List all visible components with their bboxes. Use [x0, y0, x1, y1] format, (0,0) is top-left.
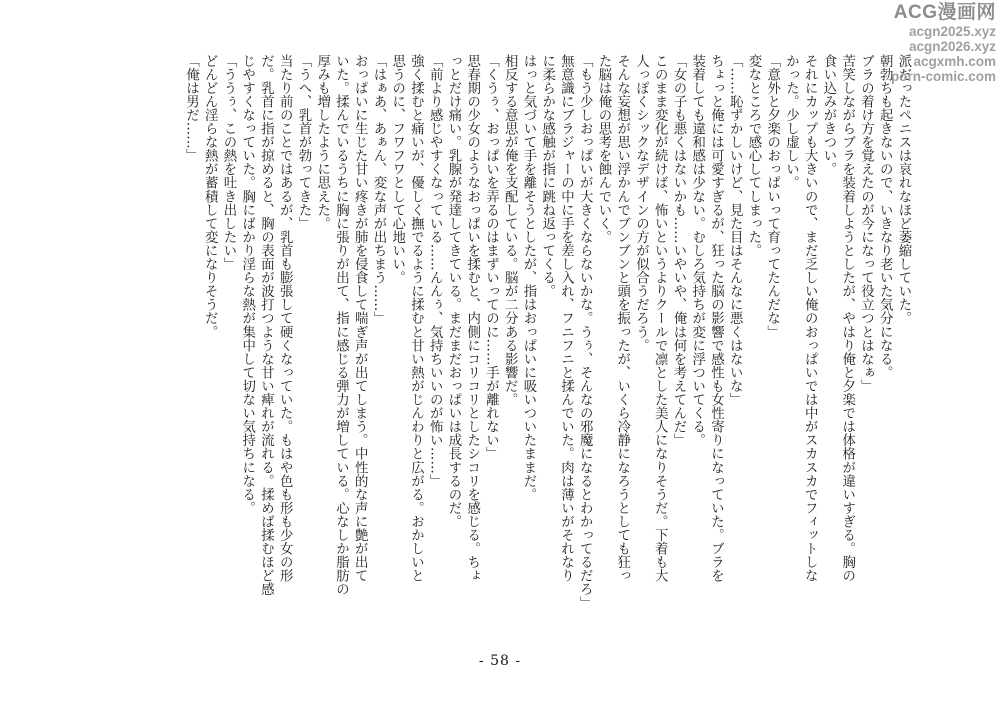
text-line: 人っぽくシックなデザインの方が似合うだろう。: [633, 54, 649, 353]
site-watermark: [858, 2, 996, 84]
watermark-url: acgn2026.xyz: [908, 39, 996, 54]
text-line: 思春期の少女のようなおっぱいを揉むと、内側にコリコリとしたシコリを感じる。ちょ: [464, 54, 480, 583]
text-line: 「前より感じやすくなっている……んんぅ、気持ちいいのが怖い……」: [427, 54, 443, 488]
text-line: 装着しても違和感は少ない。むしろ気持ちが変に浮ついてくる。: [689, 54, 705, 447]
text-line: 「……恥ずかしいけど、見た目はそんなに悪くはないな」: [727, 54, 743, 407]
text-line: っとだけ痛い。乳腺が発達してきている。まだまだおっぱいは成長するのだ。: [446, 54, 461, 529]
text-line: 「ううぅ、この熱を吐き出したい」: [221, 54, 236, 271]
text-line: 「はぁあ、あぁん、変な声が出ちまう……」: [371, 54, 386, 325]
text-line: そんな妄想が思い浮かんでブンブンと頭を振ったが、いくら冷静になろうとしても狂っ: [614, 54, 630, 583]
text-line: はっと気づいて手を離そうとしたが、指はおっぱいに吸いついたままだ。: [521, 54, 536, 502]
text-line: それにカップも大きいので、まだ乏しい俺のおっぱいでは中がスカスカでフィットしな: [802, 54, 818, 583]
text-line: 派だったペニスは哀れなほど萎縮していた。: [896, 54, 911, 325]
text-line: 「意外と夕楽のおっぱいって育ってたんだな」: [764, 54, 780, 339]
vertical-body-text: [72, 54, 912, 654]
page-number: - 58 -: [478, 653, 522, 669]
text-line: 変なところで感心してしまった。: [746, 54, 761, 258]
text-line: 「俺は男だ……」: [183, 54, 199, 163]
text-line: 厚みも増したように思えた。: [314, 54, 330, 231]
text-line: 強く揉むと痛いが、優しく撫でるように揉むと甘い熱がじんわりと広がる。おかしいと: [408, 54, 424, 583]
text-line: 「くうぅ、おっぱいを弄るのはまずいってのに……手が離れない」: [483, 54, 499, 461]
text-line: 相反する意思が俺を支配している。脳が二分ある影響だ。: [502, 54, 518, 407]
text-line: 「女の子も悪くはないかも……いやいや、俺は何を考えてんだ」: [671, 54, 686, 447]
text-line: た脳は俺の思考を蝕んでいく。: [596, 54, 611, 244]
text-line: に柔らかな感触が指に跳ね返ってくる。: [539, 54, 555, 298]
text-line: 食い込みがきつい。: [821, 54, 836, 176]
text-line: ブラの着け方を覚えたのが今になって役立つとはなぁ」: [858, 54, 874, 393]
text-line: 朝勃ちも起きないので、いきなり老いた気分になる。: [877, 54, 893, 380]
text-line: だ。乳首に指が掠めると、胸の表面が波打つような甘い痺れが流れる。揉めば揉むほど感: [258, 54, 274, 596]
watermark-url: acgxmh.com: [913, 54, 996, 69]
text-line: 苦笑しながらブラを装着しようとしたが、やはり俺と夕楽では体格が違いすぎる。胸の: [839, 54, 855, 583]
text-line: 無意識にブラジャーの中に手を差し入れ、フニフニと揉んでいた。肉は薄いがそれなり: [558, 54, 574, 583]
watermark-url: acgn2025.xyz: [908, 24, 996, 39]
text-line: 「うへ、乳首が勃ってきた」: [296, 54, 311, 231]
text-line: 「もう少しおっぱいが大きくならないかな。うぅ、そんなの邪魔になるとわかってるだろ」: [577, 54, 593, 610]
text-line: おっぱいに生じた甘い疼きが肺を侵食して喘ぎ声が出てしまう。中性的な声に艶が出て: [352, 54, 368, 583]
text-line: どんどん淫らな熱が蓄積して変になりそうだ。: [202, 54, 218, 339]
watermark-logo: ACG漫画网: [893, 2, 996, 23]
text-line: 当たり前のことではあるが、乳首も膨張して硬くなっていた。もはや色も形も少女の形: [277, 54, 293, 583]
text-line: いた。揉んでいるうちに胸に張りが出て、指に感じる弾力が増している。心なしか脂肪の: [333, 54, 349, 596]
text-line: このまま変化が続けば、怖いというよりクールで凛とした美人になりそうだ。下着も大: [652, 54, 668, 583]
watermark-url: porn-comic.com: [890, 69, 996, 84]
text-line: ちょっと俺には可愛すぎるが、狂った脳の影響で感性も女性寄りになっていた。ブラを: [708, 54, 724, 583]
text-line: 思うのに、フワフワとして心地いい。: [389, 54, 405, 285]
text-line: かった。少し虚しい。: [783, 54, 799, 190]
text-line: じやすくなっていた。胸にばかり淫らな熱が集中して切ない気持ちになる。: [239, 54, 255, 515]
